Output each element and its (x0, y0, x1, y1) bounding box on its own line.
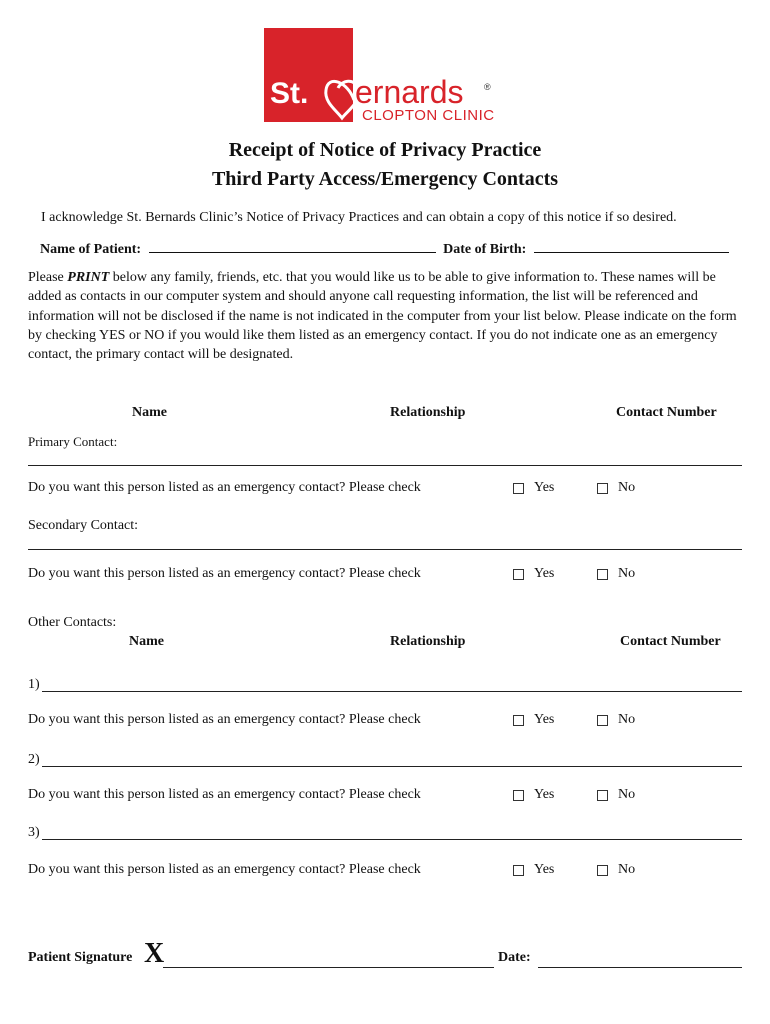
patient-signature-field[interactable] (163, 967, 494, 968)
other-contact-number-3: 3) (28, 825, 40, 840)
emergency-question: Do you want this person listed as an emergency contact? Please check (28, 787, 421, 802)
heart-b-icon (326, 81, 359, 118)
checkbox-icon[interactable] (513, 715, 524, 726)
form-title: Receipt of Notice of Privacy Practice (228, 139, 542, 161)
instructions-body: below any family, friends, etc. that you would like us to be able to give information to. These names will be added as contacts in our computer system and should anyone call requesting information, the list will be referenced and information will not be disclosed if the name is not indicated in the computer from your list below. Please indicate on the form by checking YES or NO if you would like them listed as an emergency contact. If you do not indicate one as an emergency contact, the primary contact will be designated. (28, 270, 737, 363)
yes-label: Yes (534, 712, 555, 727)
other3-no-option[interactable] (597, 862, 635, 878)
checkbox-icon[interactable] (513, 865, 524, 876)
checkbox-icon[interactable] (597, 715, 608, 726)
other-contact-field-1[interactable] (42, 691, 742, 692)
patient-signature-label: Patient Signature (28, 950, 133, 965)
form-subtitle: Third Party Access/Emergency Contacts (211, 168, 559, 190)
column-header-relationship: Relationship (390, 634, 466, 649)
emergency-question: Do you want this person listed as an emergency contact? Please check (28, 480, 421, 495)
other-contact-number-2: 2) (28, 752, 40, 767)
other2-no-option[interactable] (597, 787, 635, 803)
logo-ernards-text: ernards (355, 74, 464, 110)
checkbox-icon[interactable] (513, 569, 524, 580)
checkbox-icon[interactable] (513, 483, 524, 494)
column-header-name: Name (132, 405, 167, 420)
other-contact-field-2[interactable] (42, 766, 742, 767)
instructions-prefix: Please (28, 270, 68, 285)
primary-no-option[interactable] (597, 480, 635, 496)
date-field[interactable] (538, 967, 742, 968)
primary-contact-label: Primary Contact: (28, 434, 118, 449)
signature-x-mark: X (144, 938, 165, 969)
other-contact-field-3[interactable] (42, 839, 742, 840)
column-header-contact-number: Contact Number (620, 634, 721, 649)
no-label: No (618, 712, 636, 727)
other-contact-number-1: 1) (28, 677, 40, 692)
acknowledgement-text: I acknowledge St. Bernards Clinic’s Notice of Privacy Practices and can obtain a copy of this notice if so desired. (41, 210, 677, 225)
date-label: Date: (498, 950, 531, 965)
secondary-contact-label: Secondary Contact: (28, 518, 139, 533)
instructions-emphasis: PRINT (67, 270, 110, 285)
emergency-question: Do you want this person listed as an emergency contact? Please check (28, 566, 421, 581)
patient-info-row (40, 240, 729, 258)
secondary-yes-option[interactable] (513, 566, 554, 582)
emergency-question: Do you want this person listed as an emergency contact? Please check (28, 712, 421, 727)
secondary-no-option[interactable] (597, 566, 635, 582)
secondary-contact-field[interactable] (28, 549, 742, 550)
other-contacts-label: Other Contacts: (28, 615, 117, 630)
primary-yes-option[interactable] (513, 480, 554, 496)
yes-label: Yes (534, 480, 555, 495)
logo-st-text: St. (270, 77, 309, 110)
checkbox-icon[interactable] (513, 790, 524, 801)
dob-label: Date of Birth: (443, 242, 527, 257)
instructions-paragraph (28, 268, 743, 364)
st-bernards-logo (262, 60, 512, 126)
column-header-relationship: Relationship (390, 405, 466, 420)
primary-contact-field[interactable] (28, 465, 742, 466)
emergency-question: Do you want this person listed as an emergency contact? Please check (28, 862, 421, 877)
yes-label: Yes (534, 787, 555, 802)
dob-field[interactable] (534, 240, 729, 253)
no-label: No (618, 566, 636, 581)
patient-name-label: Name of Patient: (40, 242, 142, 257)
other1-yes-option[interactable] (513, 712, 554, 728)
checkbox-icon[interactable] (597, 483, 608, 494)
no-label: No (618, 787, 636, 802)
other1-no-option[interactable] (597, 712, 635, 728)
no-label: No (618, 862, 636, 877)
checkbox-icon[interactable] (597, 569, 608, 580)
yes-label: Yes (534, 566, 555, 581)
patient-name-field[interactable] (149, 240, 436, 253)
yes-label: Yes (534, 862, 555, 877)
other3-yes-option[interactable] (513, 862, 554, 878)
checkbox-icon[interactable] (597, 865, 608, 876)
column-header-contact-number: Contact Number (616, 405, 717, 420)
logo-registered-mark: ® (484, 82, 491, 92)
checkbox-icon[interactable] (597, 790, 608, 801)
other2-yes-option[interactable] (513, 787, 554, 803)
no-label: No (618, 480, 636, 495)
column-header-name: Name (129, 634, 164, 649)
logo-subtitle-text: CLOPTON CLINIC (362, 107, 495, 124)
